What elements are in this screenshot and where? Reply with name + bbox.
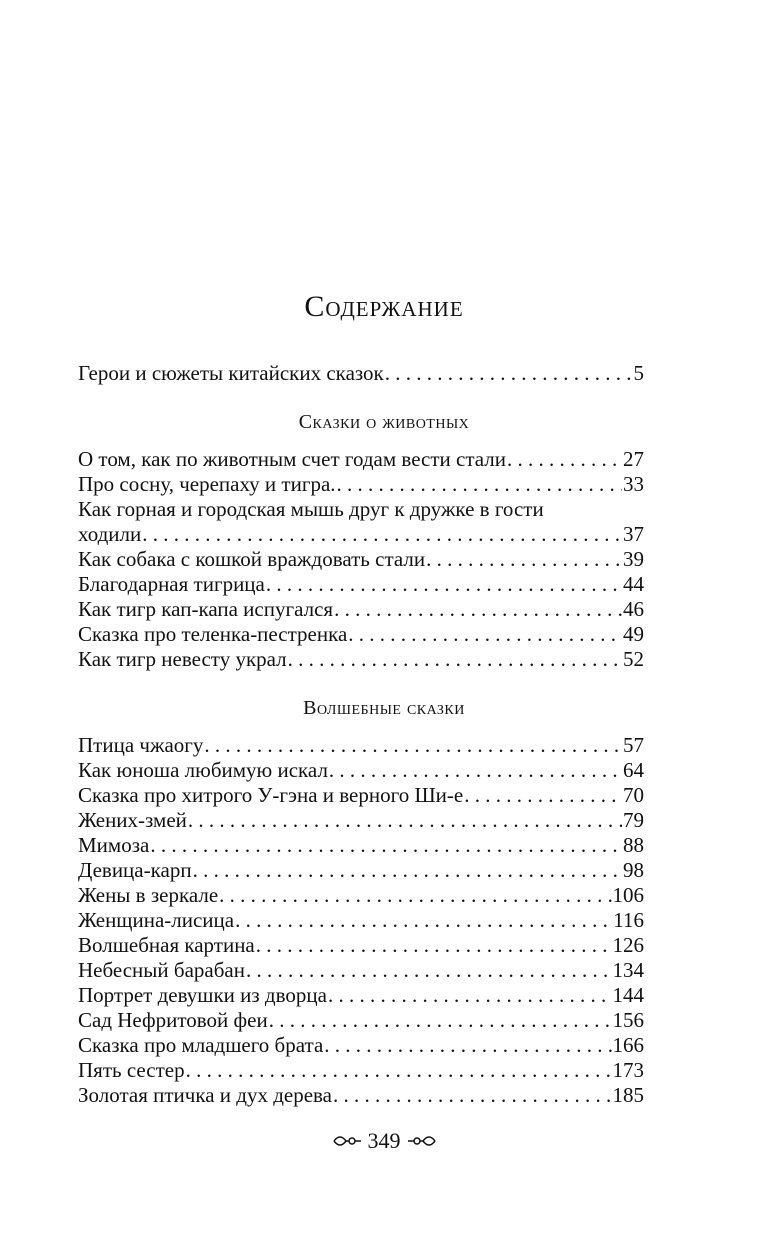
dot-leader [204,733,622,758]
toc-entry-page: 116 [613,908,644,932]
toc-entry-page: 134 [612,958,644,982]
dot-leader [334,597,622,622]
dot-leader [464,783,622,808]
dot-leader [219,883,611,908]
toc-entry-page: 98 [623,858,644,882]
toc-entry [78,783,644,808]
dot-leader [385,361,633,386]
toc-entry-title: Жены в зеркале [78,883,219,907]
toc-entry [78,933,644,958]
toc-entry-title: Как собака с кошкой враждовать стали [78,547,426,571]
dot-leader [348,622,622,647]
toc-entry-page: 106 [612,883,644,907]
toc-entry-page: 52 [623,647,644,671]
toc-entry-page: 79 [623,808,644,832]
toc-entry-title: Волшебная картина [78,933,255,957]
dot-leader [288,647,622,672]
toc-entry [78,958,644,983]
toc-entry-page: 33 [623,472,644,496]
toc-entry-page: 57 [623,733,644,757]
toc-entry [78,758,644,783]
toc-entry-page: 156 [612,1008,644,1032]
dot-leader [150,833,622,858]
dot-leader [256,933,612,958]
toc-entry-page: 49 [623,622,644,646]
dot-leader [235,908,612,933]
toc-entry [78,472,644,497]
toc-entry-page: 166 [612,1033,644,1057]
toc-entry-page: 126 [612,933,644,957]
toc-entry-title: Мимоза [78,833,150,857]
toc-entry [78,858,644,883]
toc-entry-title: Портрет девушки из дворца [78,983,327,1007]
toc-entry-title: Как тигр кап-капа испугался [78,597,334,621]
toc-entry [78,883,644,908]
toc-entry [78,733,644,758]
section-heading-animals: Сказки о животных [298,411,470,433]
toc-entry-page: 44 [623,572,644,596]
toc-entry-title: ходили [78,522,142,546]
dot-leader [337,472,622,497]
toc-entry-title: Герои и сюжеты китайских сказок [78,361,384,385]
toc-entry-page: 185 [612,1083,644,1107]
dot-leader [324,1033,611,1058]
toc-entry-page: 39 [623,547,644,571]
floral-ornament-icon [407,1131,437,1151]
toc-entry-title: Как тигр невесту украл [78,647,287,671]
toc-entry-title: Птица чжаогу [78,733,204,757]
dot-leader [333,1083,612,1108]
dot-leader [329,758,622,783]
toc-entry [78,572,644,597]
toc-entry-title: Сказка про младшего брата [78,1033,324,1057]
toc-entry-title: Благодарная тигрица [78,572,265,596]
toc-entry-title: Про сосну, черепаху и тигра. [78,472,336,496]
toc-entry [78,647,644,672]
dot-leader [507,447,622,472]
toc-entry-page: 64 [623,758,644,782]
dot-leader [266,572,622,597]
toc-entry [78,1083,644,1108]
toc-entry [78,1058,644,1083]
toc-entry-title-line1: Как горная и городская мышь друг к дружке в гости [78,497,544,521]
dot-leader [269,1008,612,1033]
toc-entry [78,833,644,858]
toc-entry [78,447,644,472]
dot-leader [193,858,622,883]
toc-entry [78,547,644,572]
dot-leader [426,547,622,572]
toc-entry [78,983,644,1008]
page-title: Содержание [304,290,464,323]
dot-leader [142,522,622,547]
dot-leader [188,808,622,833]
toc-entry-title: Как юноша любимую искал [78,758,328,782]
page-footer [0,1128,768,1154]
toc-entry [78,1033,644,1058]
toc-entry-page: 70 [623,783,644,807]
toc-entry-title: О том, как по животным счет годам вести стали [78,447,506,471]
toc-entry [78,622,644,647]
toc-entry-title: Жених-змей [78,808,187,832]
toc-entry [78,522,644,547]
dot-leader [246,958,612,983]
toc-entry-title: Сказка про хитрого У-гэна и верного Ши-е [78,783,464,807]
toc-entry-page: 5 [633,361,644,385]
section-heading-magic: Волшебные сказки [303,697,465,719]
toc-entry-page: 173 [612,1058,644,1082]
dot-leader [186,1058,612,1083]
toc-entry-page: 37 [623,522,644,546]
page-number: 349 [367,1128,401,1153]
toc-entry [78,908,644,933]
floral-ornament-icon [332,1131,362,1151]
toc-entry-intro [78,361,644,386]
dot-leader [328,983,612,1008]
toc-entry [78,597,644,622]
toc-entry-title: Женщина-лисица [78,908,235,932]
toc-entry [78,1008,644,1033]
toc-entry-title: Золотая птичка и дух дерева [78,1083,332,1107]
toc-entry-page: 46 [623,597,644,621]
toc-entry-title: Сказка про теленка-пестренка [78,622,348,646]
toc-entry-page: 144 [612,983,644,1007]
toc-entry-page: 88 [623,833,644,857]
toc-entry [78,808,644,833]
toc-entry-title: Сад Нефритовой феи [78,1008,268,1032]
toc-entry-title: Пять сестер [78,1058,185,1082]
toc-entry-title: Девица-карп [78,858,192,882]
toc-entry-title: Небесный барабан [78,958,245,982]
toc-entry-page: 27 [623,447,644,471]
